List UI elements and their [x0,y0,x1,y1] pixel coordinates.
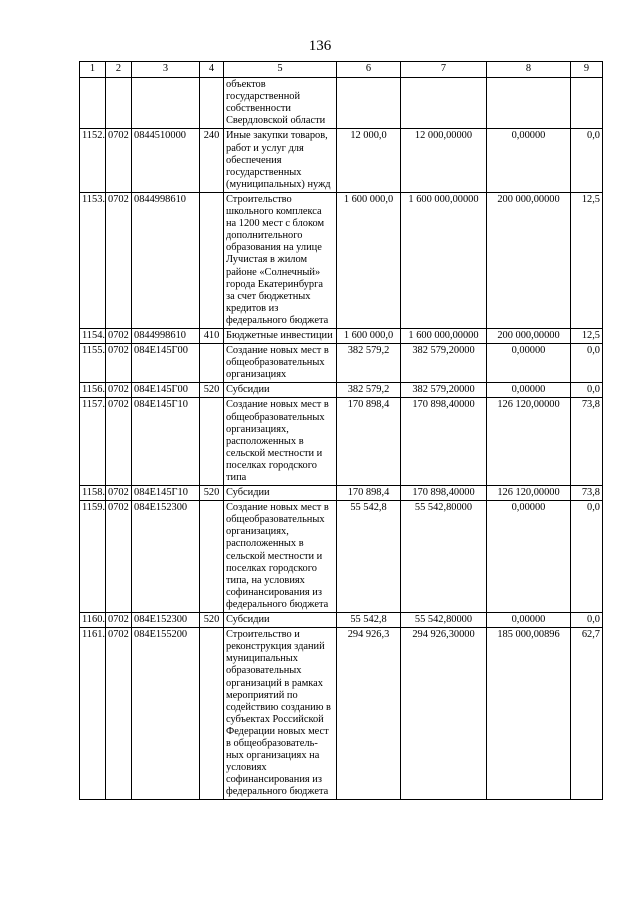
target-article-code: 084E152300 [132,613,200,628]
section-code: 0702 [106,383,132,398]
row-number [80,78,106,129]
executed-amount: 0,00000 [487,344,571,383]
approved-amount: 382 579,2 [337,383,401,398]
item-name: Субсидии [224,613,337,628]
target-article-code: 084E145Г00 [132,383,200,398]
approved-amount: 55 542,8 [337,501,401,613]
expense-type-code: 520 [200,486,224,501]
row-number: 1160. [80,613,106,628]
planned-amount: 170 898,40000 [401,398,487,486]
executed-amount: 185 000,00896 [487,628,571,800]
execution-percent: 0,0 [571,383,603,398]
execution-percent: 0,0 [571,613,603,628]
approved-amount: 170 898,4 [337,486,401,501]
executed-amount: 200 000,00000 [487,192,571,328]
section-code: 0702 [106,192,132,328]
item-name: объектов государственной собственности Свердловской области [224,78,337,129]
item-name: Создание новых мест в общеобразовательных организациях, расположенных в сельской местности и поселках городского типа [224,398,337,486]
target-article-code: 084E155200 [132,628,200,800]
column-header: 6 [337,62,401,78]
approved-amount: 294 926,3 [337,628,401,800]
column-header: 7 [401,62,487,78]
item-name: Субсидии [224,486,337,501]
executed-amount: 0,00000 [487,613,571,628]
section-code: 0702 [106,613,132,628]
approved-amount: 55 542,8 [337,613,401,628]
section-code: 0702 [106,501,132,613]
target-article-code: 084E145Г10 [132,486,200,501]
execution-percent: 0,0 [571,129,603,192]
approved-amount: 170 898,4 [337,398,401,486]
page-number: 136 [308,38,332,54]
column-header: 4 [200,62,224,78]
execution-percent: 62,7 [571,628,603,800]
column-header: 3 [132,62,200,78]
item-name: Создание новых мест в общеобразовательных организациях [224,344,337,383]
column-header: 1 [80,62,106,78]
execution-percent: 12,5 [571,328,603,343]
expense-type-code [200,192,224,328]
expense-type-code [200,344,224,383]
item-name: Субсидии [224,383,337,398]
expense-type-code [200,628,224,800]
planned-amount: 170 898,40000 [401,486,487,501]
planned-amount [401,78,487,129]
expense-type-code [200,78,224,129]
approved-amount: 1 600 000,0 [337,328,401,343]
expense-type-code: 410 [200,328,224,343]
column-header: 8 [487,62,571,78]
table-row [80,501,603,613]
planned-amount: 1 600 000,00000 [401,192,487,328]
executed-amount: 0,00000 [487,501,571,613]
approved-amount: 1 600 000,0 [337,192,401,328]
row-number: 1157. [80,398,106,486]
row-number: 1153. [80,192,106,328]
row-number: 1159. [80,501,106,613]
row-number: 1155. [80,344,106,383]
item-name: Иные закупки товаров, работ и услуг для обеспечения государственных (муниципальных) нужд [224,129,337,192]
target-article-code: 0844998610 [132,192,200,328]
column-header: 9 [571,62,603,78]
table-row [80,486,603,501]
approved-amount [337,78,401,129]
table-row [80,129,603,192]
table-row [80,383,603,398]
planned-amount: 382 579,20000 [401,344,487,383]
section-code: 0702 [106,628,132,800]
planned-amount: 382 579,20000 [401,383,487,398]
executed-amount: 126 120,00000 [487,486,571,501]
section-code: 0702 [106,486,132,501]
section-code: 0702 [106,129,132,192]
target-article-code: 084E145Г10 [132,398,200,486]
section-code: 0702 [106,328,132,343]
item-name: Строительство и реконструкция зданий муниципальных образовательных организаций в рамках мероприятий по содействию созданию в субъектах Российской Федерации новых мест в общеобразователь-ных организациях на условиях софинансирования из федерального бюджета [224,628,337,800]
table-row [80,628,603,800]
table-row [80,398,603,486]
table-row [80,328,603,343]
column-header: 2 [106,62,132,78]
execution-percent: 12,5 [571,192,603,328]
expense-type-code [200,398,224,486]
executed-amount: 126 120,00000 [487,398,571,486]
executed-amount: 0,00000 [487,383,571,398]
target-article-code: 084E145Г00 [132,344,200,383]
budget-table [79,61,603,800]
executed-amount [487,78,571,129]
planned-amount: 1 600 000,00000 [401,328,487,343]
row-number: 1152. [80,129,106,192]
table-row [80,78,603,129]
section-code: 0702 [106,344,132,383]
expense-type-code [200,501,224,613]
execution-percent: 0,0 [571,501,603,613]
table-row [80,344,603,383]
planned-amount: 294 926,30000 [401,628,487,800]
expense-type-code: 520 [200,383,224,398]
execution-percent: 0,0 [571,344,603,383]
approved-amount: 382 579,2 [337,344,401,383]
expense-type-code: 520 [200,613,224,628]
item-name: Создание новых мест в общеобразовательных организациях, расположенных в сельской местности и поселках городского типа, на условиях софинансирования из федерального бюджета [224,501,337,613]
target-article-code [132,78,200,129]
target-article-code: 0844510000 [132,129,200,192]
column-header: 5 [224,62,337,78]
planned-amount: 55 542,80000 [401,613,487,628]
table-row [80,192,603,328]
row-number: 1156. [80,383,106,398]
item-name: Бюджетные инвестиции [224,328,337,343]
executed-amount: 0,00000 [487,129,571,192]
executed-amount: 200 000,00000 [487,328,571,343]
section-code: 0702 [106,398,132,486]
row-number: 1161. [80,628,106,800]
item-name: Строительство школьного комплекса на 1200 мест с блоком дополнительного образования на улице Лучистая в жилом районе «Солнечный» города Екатеринбурга за счет бюджетных кредитов из федерального бюджета [224,192,337,328]
execution-percent [571,78,603,129]
expense-type-code: 240 [200,129,224,192]
table-row [80,613,603,628]
header-row [80,62,603,78]
target-article-code: 084E152300 [132,501,200,613]
row-number: 1154. [80,328,106,343]
execution-percent: 73,8 [571,486,603,501]
planned-amount: 12 000,00000 [401,129,487,192]
row-number: 1158. [80,486,106,501]
planned-amount: 55 542,80000 [401,501,487,613]
execution-percent: 73,8 [571,398,603,486]
section-code [106,78,132,129]
approved-amount: 12 000,0 [337,129,401,192]
target-article-code: 0844998610 [132,328,200,343]
